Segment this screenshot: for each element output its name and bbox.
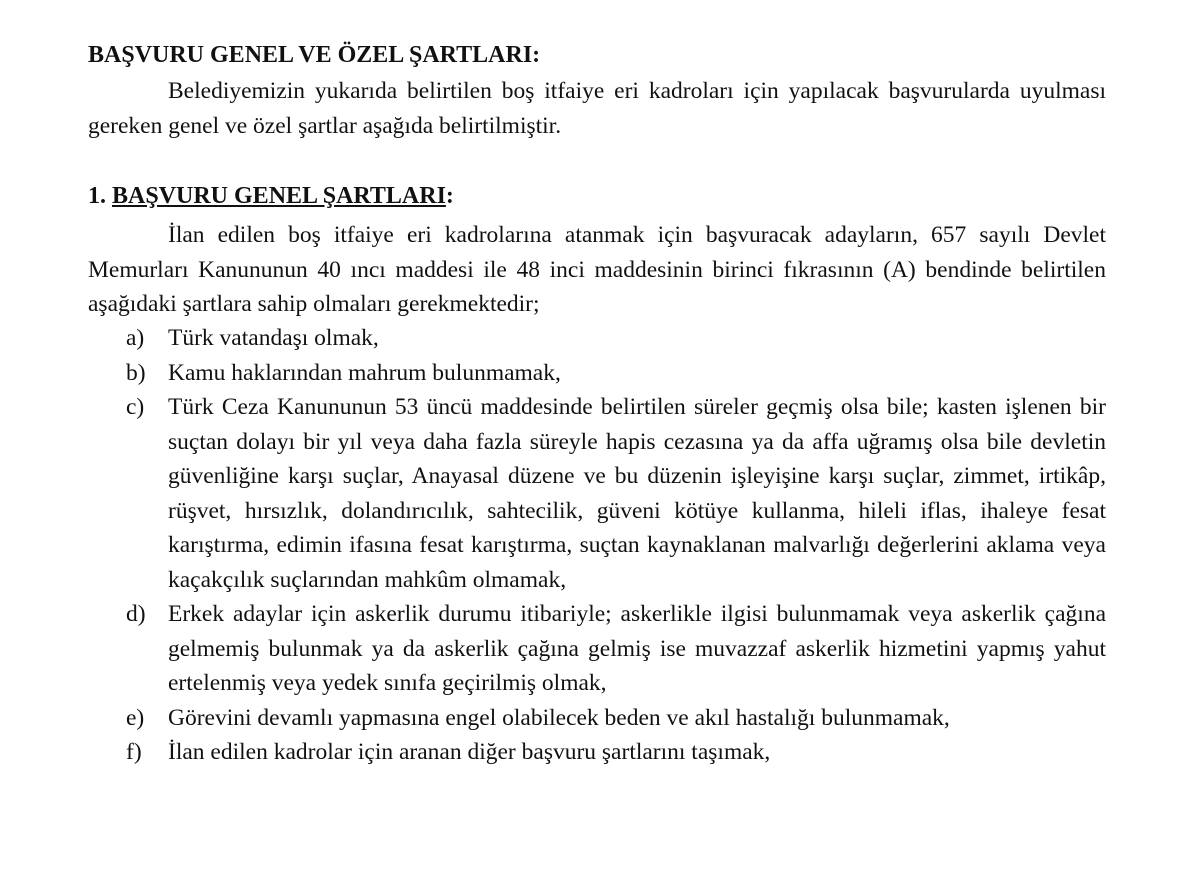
list-item-text: Kamu haklarından mahrum bulunmamak, xyxy=(168,359,561,386)
list-marker: a) xyxy=(126,325,145,351)
list-item-text: İlan edilen kadrolar için aranan diğer başvuru şartlarını taşımak, xyxy=(168,739,771,765)
list-item xyxy=(88,701,1106,736)
list-item xyxy=(88,321,1106,356)
list-marker: f) xyxy=(126,739,142,765)
list-marker: e) xyxy=(126,704,145,731)
section-1-paragraph: İlan edilen boş itfaiye eri kadrolarına atanmak için başvuracak adayların, 657 sayılı Devlet Memurları Kanununun 40 ıncı maddesi ile 48 inci maddesinin birinci fıkrasının (A) bendinde belirtilen aşağıdaki şartlara sahip olmaları gerekmektedir; xyxy=(88,222,1106,317)
list-item-text: Türk vatandaşı olmak, xyxy=(168,325,379,351)
list-item xyxy=(88,597,1106,701)
section-1-colon: : xyxy=(445,183,454,209)
list-item xyxy=(88,735,1106,770)
list-marker: c) xyxy=(126,394,145,420)
list-item xyxy=(88,390,1106,597)
section-1-heading xyxy=(88,181,454,211)
list-item-text: Türk Ceza Kanununun 53 üncü maddesinde belirtilen süreler geçmiş olsa bile; kasten işlenen bir suçtan dolayı bir yıl veya daha fazla süreyle hapis cezasına ya da affa uğramış olsa bile devletin güvenliğine karşı suçlar, Anayasal düzene ve bu düzenin işleyişine karşı suçlar, zimmet, irtikâp, rüşvet, hırsızlık, dolandırıcılık, sahtecilik, güveni kötüye kullanma, hileli iflas, ihaleye fesat karıştırma, edimin ifasına fesat karıştırma, suçtan kaynaklanan malvarlığı değerlerini aklama veya kaçakçılık suçlarından mahkûm olmamak, xyxy=(168,394,1106,593)
list-item-text: Erkek adaylar için askerlik durumu itibariyle; askerlikle ilgisi bulunmamak veya askerlik çağına gelmemiş bulunmak ya da askerlik çağına gelmiş ise muvazzaf askerlik hizmetini yapmış yahut ertelenmiş veya yedek sınıfa geçirilmiş olmak, xyxy=(168,601,1106,696)
main-heading: BAŞVURU GENEL VE ÖZEL ŞARTLARI: xyxy=(88,42,541,68)
section-1-number: 1. xyxy=(88,183,112,209)
list-item-text: Görevini devamlı yapmasına engel olabilecek beden ve akıl hastalığı bulunmamak, xyxy=(168,704,950,731)
list-marker: b) xyxy=(126,359,146,386)
section-1-title: BAŞVURU GENEL ŞARTLARI xyxy=(112,183,446,209)
intro-paragraph: Belediyemizin yukarıda belirtilen boş itfaiye eri kadroları için yapılacak başvurularda uyulması gereken genel ve özel şartlar aşağıda belirtilmiştir. xyxy=(88,78,1106,139)
list-marker: d) xyxy=(126,601,146,627)
list-item xyxy=(88,356,1106,391)
requirements-list xyxy=(88,321,1106,770)
